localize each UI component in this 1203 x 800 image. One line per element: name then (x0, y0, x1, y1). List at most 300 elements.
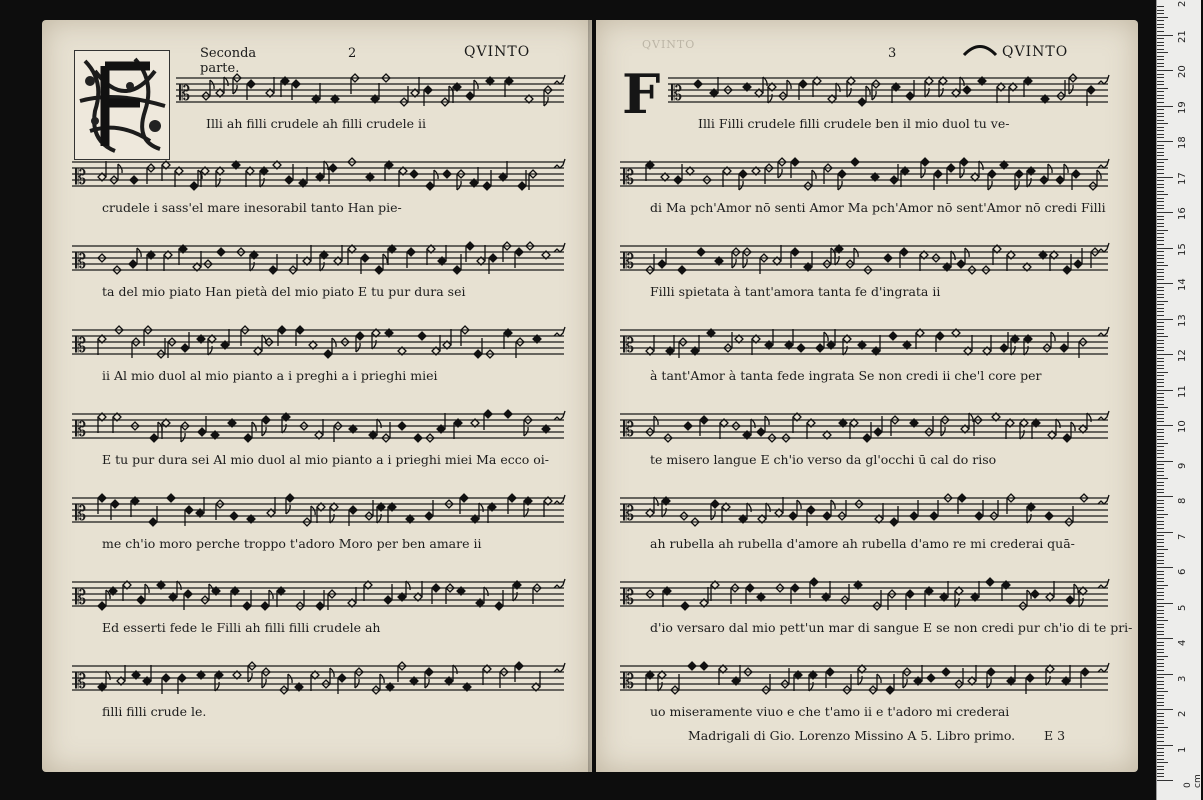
page-number: 3 (888, 46, 897, 61)
ruler-tick (1157, 571, 1164, 572)
ruler-tick (1157, 585, 1168, 586)
ruler-tick (1157, 382, 1164, 383)
ruler-tick (1157, 578, 1164, 579)
ruler-tick (1157, 113, 1164, 114)
ruler-tick (1157, 155, 1164, 156)
ruler-tick (1157, 109, 1164, 110)
ruler-tick (1157, 70, 1173, 71)
lyric-line: me ch'io moro perche troppo t'adoro Moro per ben amare ii (102, 536, 482, 551)
ruler-tick (1157, 283, 1173, 284)
ruler-tick (1157, 539, 1164, 540)
ruler-tick (1157, 290, 1164, 291)
ruler-tick (1157, 368, 1164, 369)
ruler-tick (1157, 418, 1164, 419)
ruler-tick (1157, 553, 1164, 554)
ruler-tick (1157, 177, 1173, 178)
svg-text:𝄡: 𝄡 (671, 81, 683, 105)
ruler-tick (1157, 407, 1168, 408)
ruler-tick (1157, 702, 1164, 703)
ruler-number: 1 (1177, 746, 1188, 753)
ruler-tick (1157, 666, 1164, 667)
ruler-number: 17 (1177, 171, 1188, 185)
lyric-line: ii Al mio duol al mio pianto a i preghi a i prieghi miei (102, 368, 438, 383)
ruler-number: 7 (1177, 533, 1188, 540)
lyric-line: Illi Filli crudele filli crudele ben il mio duol tu ve- (698, 116, 1010, 131)
ruler-tick (1157, 333, 1164, 334)
ruler-tick (1157, 496, 1173, 497)
right-page (596, 20, 1138, 772)
ruler-tick (1157, 166, 1164, 167)
ruler-tick (1157, 148, 1164, 149)
ruler-tick (1157, 776, 1164, 777)
ruler-tick (1157, 556, 1164, 557)
ruler-tick (1157, 674, 1173, 675)
ruler-tick (1157, 311, 1164, 312)
ruler-tick (1157, 429, 1164, 430)
ruler-tick (1157, 588, 1164, 589)
ruler-tick (1157, 432, 1164, 433)
ruler-tick (1157, 343, 1164, 344)
ruler-number: 11 (1177, 384, 1188, 398)
ruler-tick (1157, 659, 1164, 660)
svg-text:𝄡: 𝄡 (75, 165, 87, 189)
ruler-tick (1157, 77, 1164, 78)
ruler-tick (1157, 162, 1164, 163)
ruler-tick (1157, 56, 1164, 57)
staff (620, 398, 1108, 458)
ruler-tick (1157, 13, 1164, 14)
ruler-tick (1157, 187, 1164, 188)
ruler-tick (1157, 237, 1164, 238)
ruler-tick (1157, 354, 1173, 355)
lyric-line: ah rubella ah rubella d'amore ah rubella d'amo re mi crederai quā- (650, 536, 1075, 551)
ruler-tick (1157, 652, 1164, 653)
ruler-tick (1157, 656, 1168, 657)
ruler-tick (1157, 248, 1173, 249)
ruler-tick (1157, 159, 1168, 160)
ruler-tick (1157, 453, 1164, 454)
ruler-tick (1157, 340, 1164, 341)
ruler-tick (1157, 287, 1164, 288)
ruler-tick (1157, 42, 1164, 43)
ruler-tick (1157, 595, 1164, 596)
ruler-tick (1157, 695, 1164, 696)
ruler-tick (1157, 773, 1164, 774)
ruler-tick (1157, 319, 1173, 320)
left-page (42, 20, 592, 772)
svg-text:𝄡: 𝄡 (623, 501, 635, 525)
ruler-tick (1157, 358, 1164, 359)
ruler-tick (1157, 634, 1164, 635)
svg-text:𝄡: 𝄡 (75, 249, 87, 273)
ruler-number: 2 (1177, 710, 1188, 717)
ruler-tick (1157, 574, 1164, 575)
ruler-tick (1157, 134, 1164, 135)
ruler-tick (1157, 404, 1164, 405)
ruler-tick (1157, 461, 1173, 462)
staff (72, 146, 564, 206)
ruler-tick (1157, 102, 1164, 103)
ruler-tick (1157, 205, 1164, 206)
ruler-tick (1157, 492, 1164, 493)
ruler-tick (1157, 521, 1164, 522)
ruler-tick (1157, 780, 1173, 781)
ruler-tick (1157, 755, 1164, 756)
svg-text:𝄡: 𝄡 (75, 669, 87, 693)
lyric-line: di Ma pch'Amor nō senti Amor Ma pch'Amor nō sent'Amor nō credi Filli (650, 200, 1106, 215)
ruler-number: 8 (1177, 497, 1188, 504)
ruler-tick (1157, 524, 1164, 525)
ruler-number: 21 (1177, 29, 1188, 43)
ruler-number: 6 (1177, 568, 1188, 575)
ruler-tick (1157, 684, 1164, 685)
ruler-number: 5 (1177, 604, 1188, 611)
ruler-number: 18 (1177, 136, 1188, 149)
ruler-tick (1157, 698, 1164, 699)
ruler-tick (1157, 443, 1168, 444)
ruler-tick (1157, 485, 1164, 486)
ruler-tick (1157, 347, 1164, 348)
ruler-tick (1157, 95, 1164, 96)
ruler-tick (1157, 276, 1164, 277)
ruler-tick (1157, 549, 1168, 550)
ruler-tick (1157, 663, 1164, 664)
ruler-tick (1157, 482, 1164, 483)
ruler-tick (1157, 691, 1168, 692)
ruler-tick (1157, 713, 1164, 714)
ruler-tick (1157, 737, 1164, 738)
staff (72, 566, 564, 626)
ruler-tick (1157, 688, 1164, 689)
ruler-tick (1157, 27, 1164, 28)
ruler-tick (1157, 375, 1164, 376)
ruler-tick (1157, 365, 1164, 366)
ruler-tick (1157, 88, 1168, 89)
ruler-tick (1157, 425, 1173, 426)
ruler-tick (1157, 766, 1164, 767)
lyric-line: Filli spietata à tant'amora tanta fe d'ingrata ii (650, 284, 941, 299)
ruler-tick (1157, 74, 1164, 75)
decorated-initial-f (74, 50, 170, 160)
ruler-tick (1157, 581, 1164, 582)
ruler-tick (1157, 297, 1164, 298)
ruler-tick (1157, 116, 1164, 117)
ruler-tick (1157, 535, 1164, 536)
ruler-tick (1157, 468, 1164, 469)
ruler-tick (1157, 123, 1168, 124)
ruler-tick (1157, 10, 1164, 11)
ruler-tick (1157, 216, 1164, 217)
lyric-line: te misero langue E ch'io verso da gl'occhi ū cal do riso (650, 452, 997, 467)
ruler-number: 13 (1177, 313, 1188, 327)
ruler-tick (1157, 350, 1164, 351)
ruler-unit: 0 cm (1183, 774, 1203, 788)
ruler-tick (1157, 361, 1164, 362)
ruler-tick (1157, 294, 1164, 295)
ruler-tick (1157, 386, 1164, 387)
staff (72, 650, 564, 710)
ruler-tick (1157, 759, 1164, 760)
ruler-tick (1157, 84, 1164, 85)
svg-text:𝄡: 𝄡 (623, 417, 635, 441)
ruler-tick (1157, 226, 1164, 227)
svg-text:𝄡: 𝄡 (75, 333, 87, 357)
ruler-tick (1157, 546, 1164, 547)
staff (620, 230, 1108, 290)
lyric-line: d'io versaro dal mio pett'un mar di sangue E se non credi pur ch'io di te pri- (650, 620, 1133, 635)
svg-text:𝄡: 𝄡 (623, 669, 635, 693)
ruler-tick (1157, 752, 1164, 753)
ruler-tick (1157, 31, 1164, 32)
ruler-number: 15 (1177, 242, 1188, 256)
ruler-tick (1157, 489, 1164, 490)
ruler-tick (1157, 670, 1164, 671)
ruler-tick (1157, 265, 1168, 266)
ruler-tick (1157, 130, 1164, 131)
ruler-tick (1157, 727, 1168, 728)
ruler-number: 16 (1177, 207, 1188, 220)
ruler-tick (1157, 464, 1164, 465)
ruler-tick (1157, 24, 1164, 25)
lyric-line: crudele i sass'el mare inesorabil tanto Han pie- (102, 200, 402, 215)
ruler-tick (1157, 517, 1164, 518)
measurement-ruler (1156, 0, 1201, 800)
lyric-line: uo miseramente viuo e che t'amo ii e t'adoro mi crederai (650, 704, 1010, 719)
ruler-tick (1157, 38, 1164, 39)
ruler-number: 4 (1177, 639, 1188, 646)
ruler-tick (1157, 141, 1173, 142)
staff (620, 314, 1108, 374)
ruler-tick (1157, 212, 1173, 213)
ruler-tick (1157, 421, 1164, 422)
initial-letter: F (622, 62, 661, 126)
lyric-line: à tant'Amor à tanta fede ingrata Se non credi ii che'l core per (650, 368, 1042, 383)
ruler-tick (1157, 620, 1168, 621)
ruler-tick (1157, 106, 1173, 107)
staff (620, 482, 1108, 542)
ruler-tick (1157, 372, 1168, 373)
ruler-tick (1157, 240, 1164, 241)
ruler-tick (1157, 500, 1164, 501)
ruler-tick (1157, 63, 1164, 64)
ruler-tick (1157, 145, 1164, 146)
ruler-tick (1157, 81, 1164, 82)
ruler-tick (1157, 769, 1164, 770)
ruler-tick (1157, 269, 1164, 270)
svg-text:𝄡: 𝄡 (623, 165, 635, 189)
ruler-tick (1157, 478, 1168, 479)
ruler-number: 10 (1177, 420, 1188, 433)
ruler-tick (1157, 723, 1164, 724)
ghost-voice-label: QVINTO (642, 38, 696, 51)
ruler-tick (1157, 610, 1164, 611)
ruler-tick (1157, 762, 1168, 763)
ruler-tick (1157, 251, 1164, 252)
ruler-number: 3 (1177, 675, 1188, 682)
ruler-tick (1157, 503, 1164, 504)
staff (620, 650, 1108, 710)
ruler-tick (1157, 336, 1168, 337)
section-title: Seconda parte. (200, 46, 257, 76)
ruler-tick (1157, 617, 1164, 618)
ruler-tick (1157, 400, 1164, 401)
ruler-number: 2 (1177, 0, 1188, 7)
ruler-tick (1157, 322, 1164, 323)
ruler-tick (1157, 262, 1164, 263)
staff (72, 314, 564, 374)
ruler-tick (1157, 471, 1164, 472)
ruler-tick (1157, 592, 1164, 593)
ruler-tick (1157, 198, 1164, 199)
ruler-tick (1157, 379, 1164, 380)
staff (72, 398, 564, 458)
ruler-tick (1157, 397, 1164, 398)
ruler-tick (1157, 127, 1164, 128)
ruler-tick (1157, 563, 1164, 564)
ruler-tick (1157, 450, 1164, 451)
ruler-tick (1157, 66, 1164, 67)
ruler-number: 9 (1177, 462, 1188, 469)
ruler-tick (1157, 308, 1164, 309)
ruler-tick (1157, 169, 1164, 170)
ruler-tick (1157, 315, 1164, 316)
ruler-tick (1157, 638, 1173, 639)
ruler-tick (1157, 414, 1164, 415)
ruler-tick (1157, 45, 1164, 46)
ruler-tick (1157, 326, 1164, 327)
ruler-tick (1157, 255, 1164, 256)
ruler-tick (1157, 475, 1164, 476)
ruler-tick (1157, 446, 1164, 447)
ruler-tick (1157, 599, 1164, 600)
ruler-tick (1157, 301, 1168, 302)
ruler-tick (1157, 20, 1164, 21)
ruler-tick (1157, 542, 1164, 543)
ruler-tick (1157, 514, 1168, 515)
svg-text:𝄡: 𝄡 (623, 249, 635, 273)
svg-text:𝄡: 𝄡 (75, 585, 87, 609)
ruler-tick (1157, 201, 1164, 202)
ruler-tick (1157, 734, 1164, 735)
staff (620, 146, 1108, 206)
ruler-tick (1157, 642, 1164, 643)
svg-text:𝄡: 𝄡 (623, 585, 635, 609)
ruler-tick (1157, 649, 1164, 650)
staff (668, 62, 1108, 122)
ruler-tick (1157, 393, 1164, 394)
signature-mark: E 3 (1044, 728, 1066, 743)
ruler-tick (1157, 439, 1164, 440)
svg-text:𝄡: 𝄡 (623, 333, 635, 357)
ruler-tick (1157, 716, 1164, 717)
ruler-tick (1157, 748, 1164, 749)
ruler-tick (1157, 180, 1164, 181)
staff (72, 482, 564, 542)
lyric-line: E tu pur dura sei Al mio duol al mio pianto a i prieghi miei Ma ecco oi- (102, 452, 549, 467)
ruler-tick (1157, 631, 1164, 632)
ruler-tick (1157, 457, 1164, 458)
ruler-tick (1157, 208, 1164, 209)
page-number: 2 (348, 46, 357, 61)
ruler-tick (1157, 603, 1173, 604)
ruler-number: 19 (1177, 100, 1188, 114)
ruler-tick (1157, 191, 1164, 192)
ruler-tick (1157, 137, 1164, 138)
ruler-tick (1157, 709, 1173, 710)
ruler-tick (1157, 230, 1168, 231)
ruler-tick (1157, 507, 1164, 508)
ruler-tick (1157, 645, 1164, 646)
ruler-tick (1157, 6, 1164, 7)
ruler-tick (1157, 120, 1164, 121)
ruler-tick (1157, 390, 1173, 391)
ruler-tick (1157, 705, 1164, 706)
ruler-tick (1157, 98, 1164, 99)
ruler-tick (1157, 510, 1164, 511)
ruler-tick (1157, 677, 1164, 678)
ruler-tick (1157, 35, 1173, 36)
svg-text:𝄡: 𝄡 (75, 417, 87, 441)
ruler-tick (1157, 52, 1168, 53)
staff (620, 566, 1108, 626)
ruler-tick (1157, 411, 1164, 412)
ruler-tick (1157, 567, 1173, 568)
ruler-number: 12 (1177, 349, 1188, 362)
ruler-tick (1157, 528, 1164, 529)
ruler-tick (1157, 741, 1164, 742)
ruler-tick (1157, 194, 1168, 195)
ruler-tick (1157, 613, 1164, 614)
voice-label: QVINTO (1002, 44, 1069, 60)
voice-label: QVINTO (464, 44, 531, 60)
lyric-line: Ed esserti fede le Filli ah filli filli crudele ah (102, 620, 381, 635)
ruler-tick (1157, 244, 1164, 245)
ruler-tick (1157, 606, 1164, 607)
ruler-tick (1157, 152, 1164, 153)
lyric-line: Illi ah filli crudele ah filli crudele ii (206, 116, 427, 131)
ruler-tick (1157, 219, 1164, 220)
svg-text:𝄡: 𝄡 (179, 81, 191, 105)
lyric-line: filli filli crude le. (102, 704, 207, 719)
ruler-tick (1157, 279, 1164, 280)
ruler-tick (1157, 223, 1164, 224)
ruler-tick (1157, 720, 1164, 721)
ruler-tick (1157, 272, 1164, 273)
ruler-tick (1157, 49, 1164, 50)
ruler-tick (1157, 17, 1168, 18)
ruler-tick (1157, 532, 1173, 533)
ruler-tick (1157, 91, 1164, 92)
fermata-icon (962, 42, 998, 56)
ruler-tick (1157, 258, 1164, 259)
ruler-number: 20 (1177, 65, 1188, 78)
svg-text:𝄡: 𝄡 (75, 501, 87, 525)
lyric-line: ta del mio piato Han pietà del mio piato E tu pur dura sei (102, 284, 466, 299)
ruler-tick (1157, 436, 1164, 437)
ruler-tick (1157, 624, 1164, 625)
ruler-number: 14 (1177, 278, 1188, 291)
ruler-tick (1157, 560, 1164, 561)
ruler-tick (1157, 681, 1164, 682)
book-title-footer: Madrigali di Gio. Lorenzo Missino A 5. Libro primo. (688, 728, 1016, 743)
ruler-tick (1157, 730, 1164, 731)
ruler-tick (1157, 745, 1173, 746)
staff (72, 230, 564, 290)
staff (176, 62, 564, 122)
ruler-tick (1157, 233, 1164, 234)
ruler-tick (1157, 173, 1164, 174)
ruler-tick (1157, 184, 1164, 185)
